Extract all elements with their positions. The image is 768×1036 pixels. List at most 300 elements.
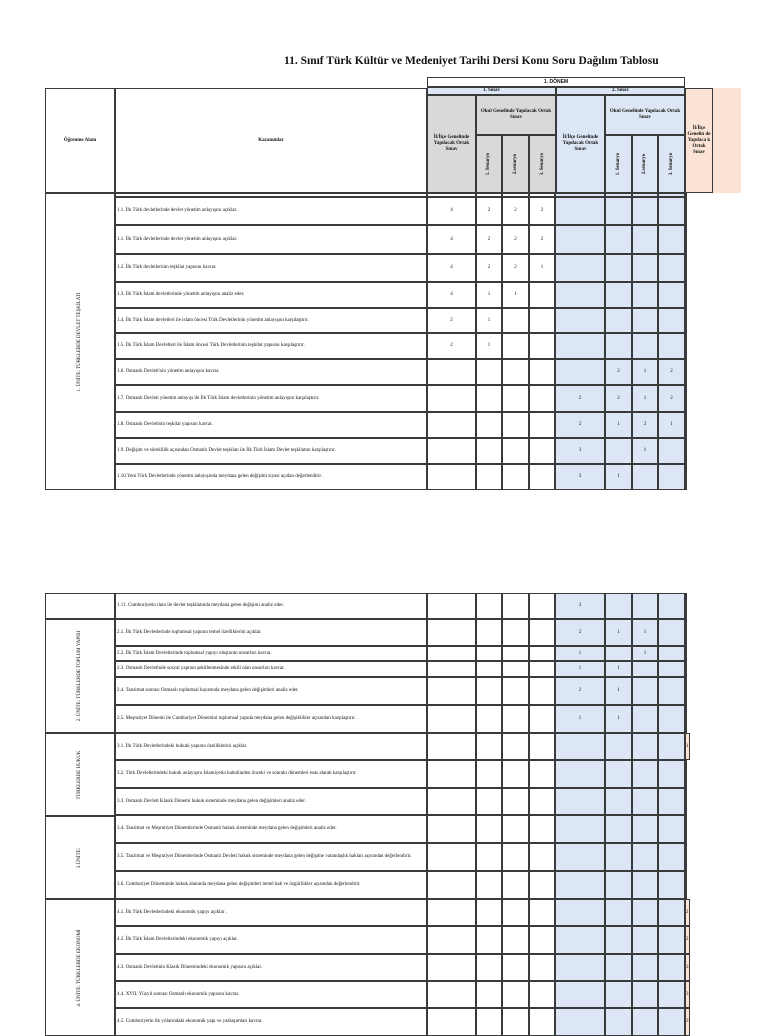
value-cell: 1 — [685, 733, 690, 760]
value-cell — [427, 843, 476, 871]
value-cell — [685, 871, 687, 899]
right-peach-strip — [713, 88, 741, 193]
value-cell: 2 — [658, 359, 685, 385]
kazanim-cell: 3.6. Cumhuriyet Döneminde hukuk alanında meydana gelen değişimleri temel hak ve özgürlükler açısından değerlendirir. — [115, 871, 427, 899]
value-cell — [529, 385, 555, 412]
value-cell — [685, 359, 687, 385]
value-cell — [529, 981, 555, 1008]
senaryo3-header-2 — [658, 135, 685, 193]
value-cell — [476, 843, 502, 871]
senaryo2-header-1 — [502, 135, 529, 193]
value-cell: 1 — [476, 308, 502, 333]
value-cell — [605, 333, 632, 359]
kazanim-cell: 1.10.Yeni Türk Devletlerinde yönetim anlayışında meydana gelen değişimi siyasi açıdan değerlendirir. — [115, 464, 427, 490]
value-cell — [502, 899, 529, 926]
value-cell — [605, 282, 632, 308]
kazanim-cell: 1.3. İlk Türk İslam devletlerinde yönetim anlayışını analiz eder. — [115, 282, 427, 308]
kazanim-cell: 1.5. İlk Türk İslam Devletleri ile İslam öncesi Türk Devletlerinin teşkilat yapısını karşılaştırır. — [115, 333, 427, 359]
value-cell — [502, 705, 529, 733]
value-cell: 2 — [555, 385, 605, 412]
value-cell — [605, 760, 632, 788]
value-cell — [529, 333, 555, 359]
value-cell — [476, 359, 502, 385]
value-cell — [605, 1008, 632, 1036]
value-cell — [529, 843, 555, 871]
value-cell: 2 — [555, 619, 605, 646]
value-cell: 3 — [685, 981, 690, 1008]
value-cell: 2 — [427, 308, 476, 333]
value-cell — [427, 815, 476, 843]
value-cell — [529, 815, 555, 843]
value-cell — [632, 788, 658, 815]
value-cell — [658, 677, 685, 705]
value-cell — [658, 899, 685, 926]
value-cell — [605, 254, 632, 282]
value-cell: 1 — [529, 254, 555, 282]
value-cell — [502, 646, 529, 661]
unit-1-continued-cell — [45, 593, 115, 619]
value-cell — [529, 899, 555, 926]
value-cell — [605, 593, 632, 619]
value-cell — [632, 733, 658, 760]
unit-1-cell — [45, 193, 115, 490]
value-cell — [632, 661, 658, 677]
spacer-cell — [658, 193, 685, 197]
value-cell — [658, 197, 685, 225]
senaryo3-header-1 — [529, 135, 556, 193]
kazanim-cell: 3.5. Tanzimat ve Meşrutiyet Dönemlerinde Osmanlı Devleti hukuk sisteminde meydana gelen değişime vatandaşlık hakları açısından değerlendirir. — [115, 843, 427, 871]
unit-4-cell-label: 4. ÜNİTE: TÜRKLERDE EKONOMİ — [77, 928, 82, 1007]
value-cell: 3 — [555, 593, 605, 619]
unit-1-cell-label: 1. ÜNİTE: TÜRKLERDE DEVLET TEŞKİLATI — [77, 291, 82, 392]
il-ilce-header-1: İl/İlçe Genelinde Yapılacak Ortak Sınav — [427, 95, 476, 193]
value-cell — [632, 593, 658, 619]
value-cell — [658, 282, 685, 308]
value-cell — [658, 646, 685, 661]
value-cell — [476, 464, 502, 490]
spacer-cell — [427, 193, 476, 197]
unit-3-title-cell — [45, 733, 115, 816]
value-cell — [502, 760, 529, 788]
value-cell: 1 — [605, 464, 632, 490]
unit-3-number-cell-label: 3.ÜNİTE: — [77, 847, 82, 868]
value-cell — [427, 646, 476, 661]
value-cell — [476, 760, 502, 788]
value-cell — [427, 899, 476, 926]
value-cell — [476, 705, 502, 733]
value-cell — [605, 871, 632, 899]
value-cell — [476, 619, 502, 646]
il-ilce-header-3: İl/İlçe Genelin de Yapılaca k Ortak Sınav — [685, 88, 713, 193]
value-cell — [605, 899, 632, 926]
value-cell — [605, 225, 632, 254]
kazanim-cell: 2.2. İlk Türk İslam Devletlerinde toplumsal yapıyı oluşturan unsurları kavrar. — [115, 646, 427, 661]
value-cell — [529, 733, 555, 760]
value-cell — [685, 308, 687, 333]
value-cell — [658, 733, 685, 760]
value-cell: 4 — [427, 225, 476, 254]
value-cell — [658, 926, 685, 954]
value-cell: 2 — [502, 225, 529, 254]
value-cell — [685, 225, 687, 254]
value-cell: 1 — [605, 677, 632, 705]
value-cell — [685, 760, 687, 788]
value-cell — [685, 254, 687, 282]
value-cell — [427, 438, 476, 464]
value-cell — [605, 438, 632, 464]
value-cell: 2 — [632, 412, 658, 438]
value-cell — [685, 333, 687, 359]
senaryo1-header-1 — [476, 135, 502, 193]
value-cell: 1 — [502, 282, 529, 308]
spacer-cell — [555, 193, 605, 197]
value-cell — [658, 871, 685, 899]
value-cell — [502, 661, 529, 677]
spacer-cell — [605, 193, 632, 197]
value-cell: 2 — [529, 197, 555, 225]
senaryo3-header-2-label: 3. Senaryo — [668, 152, 674, 176]
value-cell: 2 — [502, 197, 529, 225]
value-cell — [555, 359, 605, 385]
value-cell — [658, 308, 685, 333]
value-cell — [658, 705, 685, 733]
value-cell — [502, 308, 529, 333]
value-cell — [632, 333, 658, 359]
value-cell: 2 — [555, 412, 605, 438]
value-cell — [658, 593, 685, 619]
value-cell — [476, 788, 502, 815]
value-cell — [632, 981, 658, 1008]
value-cell — [529, 646, 555, 661]
value-cell: 2 — [605, 359, 632, 385]
value-cell — [502, 843, 529, 871]
value-cell — [658, 981, 685, 1008]
value-cell — [427, 661, 476, 677]
value-cell — [476, 899, 502, 926]
donem-header: 1. DÖNEM — [427, 77, 685, 87]
value-cell — [502, 412, 529, 438]
value-cell — [476, 593, 502, 619]
value-cell: 1 — [605, 661, 632, 677]
value-cell — [658, 225, 685, 254]
senaryo1-header-2-label: 1. Senaryo — [615, 152, 621, 176]
value-cell — [632, 225, 658, 254]
page-title: 11. Sınıf Türk Kültür ve Medeniyet Tarihi Dersi Konu Soru Dağılım Tablosu — [284, 55, 659, 67]
value-cell: 1 — [632, 438, 658, 464]
kazanim-cell: 4.3. Osmanlı Devletinin Klasik Dönemindeki ekonomik yapısını açıklar. — [115, 954, 427, 981]
value-cell — [529, 788, 555, 815]
senaryo2-header-2-label: 2.senaryo — [642, 153, 647, 175]
value-cell: 1 — [605, 705, 632, 733]
value-cell — [502, 981, 529, 1008]
il-ilce-header-2: İl/İlçe Genelinde Yapılacak Ortak Sınav — [556, 95, 605, 193]
value-cell: 4 — [427, 282, 476, 308]
value-cell: 4 — [427, 254, 476, 282]
kazanim-cell: 4.4. XVII. Yüzyıl sonrası Osmanlı ekonomik yapısını kavrar. — [115, 981, 427, 1008]
value-cell — [529, 705, 555, 733]
kazanim-cell: 1.7. Osmanlı Devleti yönetim anlayışı ile İlk Türk İslam devletlerinin yönetim anlayışını karşılaştırır. — [115, 385, 427, 412]
value-cell: 1 — [632, 359, 658, 385]
value-cell — [502, 926, 529, 954]
okul-header-2: Okul Genelinde Yapılacak Ortak Sınav — [605, 95, 685, 135]
value-cell — [476, 385, 502, 412]
value-cell — [476, 661, 502, 677]
value-cell — [685, 282, 687, 308]
unit-3-title-cell-label: TÜRKLERDE HUKUK — [77, 749, 82, 800]
okul-header-1: Okul Genelinde Yapılacak Ortak Sınav — [476, 95, 556, 135]
value-cell — [427, 1008, 476, 1036]
unit-2-cell — [45, 619, 115, 733]
value-cell — [529, 359, 555, 385]
value-cell — [555, 308, 605, 333]
kazanim-cell: 4.2. İlk Türk İslam Devletlerindeki ekonomik yapıyı açıklar. — [115, 926, 427, 954]
value-cell — [529, 412, 555, 438]
kazanim-cell: 1.2. İlk Türk devletlerinin teşkilat yapısını kavrar. — [115, 254, 427, 282]
value-cell — [632, 677, 658, 705]
value-cell — [502, 385, 529, 412]
value-cell — [658, 619, 685, 646]
senaryo1-header-2 — [605, 135, 632, 193]
value-cell — [529, 760, 555, 788]
value-cell — [555, 815, 605, 843]
value-cell: 1 — [605, 619, 632, 646]
kazanim-cell: 1.11. Cumhuriyetin ilanı ile devlet teşkilatında meydana gelen değişimi analiz eder. — [115, 593, 427, 619]
value-cell: 2 — [476, 254, 502, 282]
ogrenme-alani-header: Öğrenme Alanı — [45, 88, 115, 193]
value-cell — [605, 733, 632, 760]
value-cell: 1 — [605, 412, 632, 438]
value-cell — [658, 1008, 685, 1036]
value-cell — [658, 333, 685, 359]
spacer-cell — [632, 193, 658, 197]
value-cell: 2 — [476, 225, 502, 254]
value-cell: 2 — [427, 333, 476, 359]
senaryo1-header-1-label: 1. Senaryo — [486, 152, 491, 176]
value-cell — [632, 464, 658, 490]
value-cell: 1 — [476, 282, 502, 308]
kazanim-cell: 1.6. Osmanlı Devleti'nin yönetim anlayışını kavrar. — [115, 359, 427, 385]
value-cell — [555, 225, 605, 254]
value-cell — [605, 197, 632, 225]
value-cell — [555, 899, 605, 926]
value-cell — [658, 254, 685, 282]
kazanim-cell: 2.4. Tanzimat sonrası Osmanlı toplumsal hayatında meydana gelen değişimleri analiz eder. — [115, 677, 427, 705]
value-cell: 3 — [685, 954, 690, 981]
value-cell — [658, 843, 685, 871]
value-cell — [685, 646, 687, 661]
kazanim-cell: 1.9. Değişim ve süreklilik açısından Osmanlı Devlet teşkilatı ile İlk Türk İslam Devlet teşkilatını karşılaştırır. — [115, 438, 427, 464]
value-cell — [605, 788, 632, 815]
value-cell — [555, 926, 605, 954]
value-cell: 3 — [555, 438, 605, 464]
kazanim-cell: 3.1. İlk Türk Devletlerindeki hukuki yapının özelliklerini açıklar. — [115, 733, 427, 760]
value-cell — [632, 926, 658, 954]
value-cell: 2 — [529, 225, 555, 254]
spacer-cell — [502, 193, 529, 197]
value-cell — [502, 593, 529, 619]
value-cell — [685, 788, 687, 815]
value-cell — [632, 760, 658, 788]
value-cell — [685, 619, 687, 646]
value-cell — [555, 1008, 605, 1036]
kazanim-cell: 4.1. İlk Türk Devletlerindeki ekonomik yapıyı açıklar . — [115, 899, 427, 926]
value-cell: 2 — [685, 899, 690, 926]
value-cell — [605, 843, 632, 871]
value-cell — [632, 705, 658, 733]
value-cell — [685, 661, 687, 677]
value-cell — [529, 926, 555, 954]
value-cell — [685, 197, 687, 225]
value-cell — [529, 954, 555, 981]
value-cell — [555, 843, 605, 871]
value-cell — [476, 871, 502, 899]
value-cell — [555, 981, 605, 1008]
value-cell — [529, 593, 555, 619]
value-cell: 2 — [605, 385, 632, 412]
value-cell — [476, 733, 502, 760]
kazanim-cell: 1.1. İlk Türk devletlerinde devlet yönetim anlayışını açıklar. — [115, 225, 427, 254]
value-cell — [658, 815, 685, 843]
value-cell — [502, 677, 529, 705]
kazanim-cell: 2.3. Osmanlı Devletinde sosyal yapının şekillenmesinde etkili olan unsurları kavrar. — [115, 661, 427, 677]
value-cell — [427, 619, 476, 646]
value-cell: 1 — [632, 619, 658, 646]
value-cell: 1 — [632, 646, 658, 661]
kazanim-cell: 3.4. Tanzimat ve Meşrutiyet Dönemlerinde Osmanlı hukuk sisteminde meydana gelen değişimleri analiz eder. — [115, 815, 427, 843]
value-cell: 2 — [502, 254, 529, 282]
value-cell — [685, 593, 687, 619]
value-cell — [502, 1008, 529, 1036]
value-cell: 1 — [555, 705, 605, 733]
value-cell — [427, 954, 476, 981]
value-cell — [427, 981, 476, 1008]
value-cell — [658, 788, 685, 815]
sinav1-header: 1. Sınav — [427, 87, 556, 95]
value-cell — [476, 981, 502, 1008]
value-cell — [427, 788, 476, 815]
value-cell — [605, 926, 632, 954]
value-cell: 1 — [555, 661, 605, 677]
spacer-cell — [685, 193, 687, 197]
value-cell — [427, 593, 476, 619]
value-cell — [502, 788, 529, 815]
value-cell: 1 — [476, 333, 502, 359]
value-cell — [427, 677, 476, 705]
value-cell — [427, 385, 476, 412]
value-cell — [632, 899, 658, 926]
value-cell — [658, 760, 685, 788]
value-cell — [502, 359, 529, 385]
value-cell — [529, 464, 555, 490]
value-cell — [605, 815, 632, 843]
value-cell — [476, 815, 502, 843]
value-cell — [502, 871, 529, 899]
senaryo2-header-2 — [632, 135, 658, 193]
value-cell — [632, 308, 658, 333]
value-cell — [555, 788, 605, 815]
value-cell: 4 — [427, 197, 476, 225]
sinav2-header: 2. Sınav — [556, 87, 685, 95]
value-cell — [685, 843, 687, 871]
value-cell — [502, 619, 529, 646]
value-cell — [476, 646, 502, 661]
value-cell — [555, 333, 605, 359]
value-cell — [529, 677, 555, 705]
value-cell: 2 — [555, 677, 605, 705]
value-cell — [658, 661, 685, 677]
value-cell — [502, 438, 529, 464]
senaryo3-header-1-label: 3. Senaryo — [539, 152, 545, 176]
value-cell — [658, 464, 685, 490]
kazanim-cell: 1.1. İlk Türk devletlerinde devlet yönetim anlayışını açıklar. — [115, 197, 427, 225]
value-cell — [502, 333, 529, 359]
value-cell: 3 — [685, 1008, 690, 1036]
kazanim-cell: 1.8. Osmanlı Devletinin teşkilat yapısını kavrar. — [115, 412, 427, 438]
value-cell — [502, 733, 529, 760]
value-cell: 1 — [632, 385, 658, 412]
value-cell — [529, 619, 555, 646]
value-cell — [476, 954, 502, 981]
kazanim-cell: 4.5. Cumhuriyetin ilk yıllarındaki ekonomik yapı ve yaklaşımları kavrar. — [115, 1008, 427, 1036]
value-cell — [605, 954, 632, 981]
value-cell — [632, 954, 658, 981]
value-cell — [427, 760, 476, 788]
value-cell — [555, 282, 605, 308]
value-cell — [685, 705, 687, 733]
unit-3-number-cell — [45, 816, 115, 899]
kazanim-cell: 3.2. Türk Devletlerindeki hukuk anlayışını İslamiyetin kabulünden önceki ve sonraki dönemleri esas alarak karşılaştırır. — [115, 760, 427, 788]
senaryo2-header-1-label: 2.senaryo — [512, 153, 518, 175]
kazanim-cell: 3.3. Osmanlı Devleti Klasik Dönemi hukuk sisteminde meydana gelen değişimleri analiz eder. — [115, 788, 427, 815]
value-cell — [555, 954, 605, 981]
value-cell — [605, 646, 632, 661]
value-cell — [605, 981, 632, 1008]
value-cell — [502, 815, 529, 843]
value-cell — [555, 197, 605, 225]
value-cell — [476, 1008, 502, 1036]
value-cell: 2 — [685, 926, 690, 954]
value-cell — [427, 705, 476, 733]
value-cell — [427, 926, 476, 954]
value-cell: 2 — [658, 385, 685, 412]
value-cell — [427, 412, 476, 438]
value-cell — [632, 282, 658, 308]
value-cell — [555, 871, 605, 899]
value-cell — [427, 871, 476, 899]
value-cell — [632, 871, 658, 899]
value-cell — [685, 412, 687, 438]
unit-4-cell — [45, 899, 115, 1036]
value-cell: 2 — [476, 197, 502, 225]
spacer-cell — [529, 193, 555, 197]
value-cell — [529, 282, 555, 308]
value-cell — [658, 954, 685, 981]
value-cell: 3 — [555, 464, 605, 490]
value-cell — [555, 760, 605, 788]
value-cell — [502, 464, 529, 490]
value-cell — [685, 815, 687, 843]
value-cell — [529, 308, 555, 333]
kazanim-cell: 2.1. İlk Türk Devletlerinde toplumsal yapının temel özelliklerini açıklar. — [115, 619, 427, 646]
value-cell — [529, 438, 555, 464]
kazanim-cell: 1.4. İlk Türk İslam devletleri ile islam öncesi Türk Devletlerinin yönetim anlayışını karşılaştırır. — [115, 308, 427, 333]
spacer-cell — [476, 193, 502, 197]
value-cell — [632, 254, 658, 282]
value-cell — [529, 871, 555, 899]
spacer-row — [115, 193, 427, 197]
value-cell — [555, 733, 605, 760]
value-cell — [632, 1008, 658, 1036]
